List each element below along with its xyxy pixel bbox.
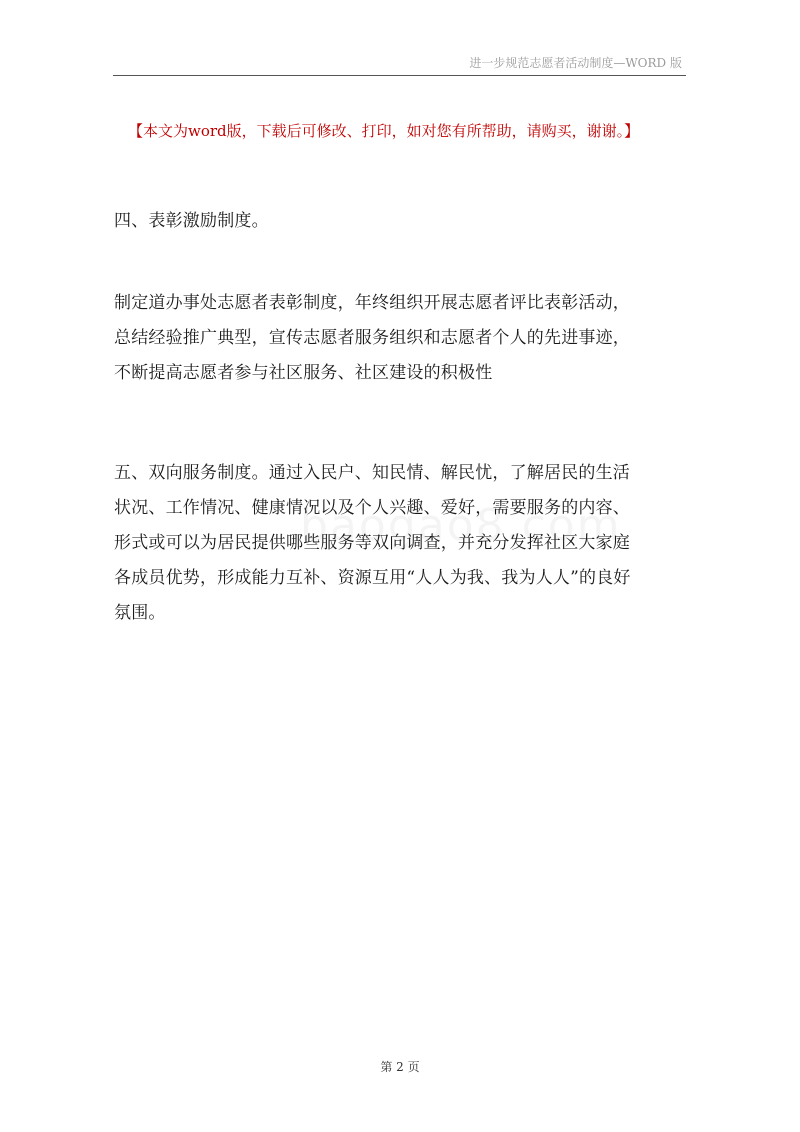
page-header-title: 进一步规范志愿者活动制度—WORD 版 xyxy=(469,56,682,70)
paragraph-line: 各成员优势，形成能力互补、资源互用“人人为我、我为人人”的良好 xyxy=(114,568,631,588)
header-divider xyxy=(113,75,686,76)
watermark xyxy=(300,500,622,551)
paragraph-line: 制定道办事处志愿者表彰制度，年终组织开展志愿者评比表彰活动， xyxy=(114,293,630,313)
page-number: 第 2 页 xyxy=(380,1060,420,1074)
section-4-paragraph xyxy=(114,286,694,391)
paragraph-line: 状况、工作情况、健康情况以及个人兴趣、爱好，需要服务的内容、 xyxy=(114,498,630,518)
section-4-heading: 四、表彰激励制度。 xyxy=(114,211,269,231)
paragraph-line: 总结经验推广典型，宣传志愿者服务组织和志愿者个人的先进事迹， xyxy=(114,328,630,348)
download-notice: 【本文为word版，下载后可修改、打印，如对您有所帮助，请购买，谢谢。】 xyxy=(128,122,640,140)
paragraph-line: 不断提高志愿者参与社区服务、社区建设的积极性 xyxy=(114,363,493,383)
paragraph-line: 氛围。 xyxy=(114,603,166,623)
paragraph-line: 五、双向服务制度。通过入民户、知民情、解民忧，了解居民的生活 xyxy=(114,463,630,483)
paragraph-line: 形式或可以为居民提供哪些服务等双向调查，并充分发挥社区大家庭 xyxy=(114,533,630,553)
